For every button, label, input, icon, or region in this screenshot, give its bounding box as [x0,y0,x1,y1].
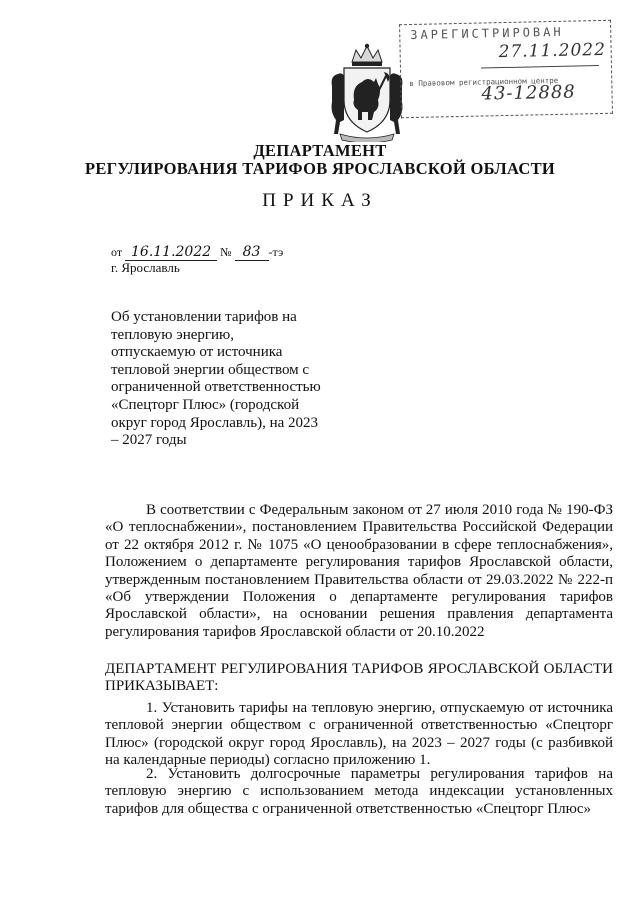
body-item-2: 2. Установить долгосрочные параметры регулирования тарифов на тепловую энергию с использованием метода индексации установленных тарифов для общества с ограниченной ответственностью «Спецторг Плюс» [105,766,613,817]
stamp-reg-date: 27.11.2022 [498,39,607,63]
order-city: г. Ярославль [111,260,180,275]
department-title-line2: РЕГУЛИРОВАНИЯ ТАРИФОВ ЯРОСЛАВСКОЙ ОБЛАСТИ [84,159,556,178]
order-from-label: от [111,245,123,259]
coat-of-arms-icon [330,42,404,142]
body-preamble: В соответствии с Федеральным законом от 27 июля 2010 года № 190-ФЗ «О теплоснабжении», постановлением Правительства Российской Федерации от 22 октября 2012 г. № 1075 «О ценообразовании в сфере теплоснабжения», Положением о департаменте регулирования тарифов Ярославской области, утвержденным постановлением Правительства области от 29.03.2022 № 222-п «Об утверждении Положения о департаменте регулирования тарифов Ярославской области», на основании решения правления департамента регулирования тарифов Ярославской области от 20.10.2022 [105,502,613,640]
order-line [111,244,283,261]
document-title: ПРИКАЗ [262,190,378,211]
order-date: 16.11.2022 [125,244,217,261]
body-decree [105,661,613,696]
registration-stamp [399,20,613,118]
stamp-reg-number: 43-12888 [481,81,576,105]
order-number: 83 [235,244,269,261]
stamp-reg-label: ЗАРЕГИСТРИРОВАН [410,24,564,42]
decree-text: ДЕПАРТАМЕНТ РЕГУЛИРОВАНИЯ ТАРИФОВ ЯРОСЛАВСКОЙ ОБЛАСТИ ПРИКАЗЫВАЕТ: [105,661,613,695]
stamp-center-label: в Правовом регистрационном центре [409,75,559,89]
order-suffix: -тэ [268,245,284,259]
stamp-divider [481,65,599,68]
order-number-label: № [220,245,232,259]
body-item-1: 1. Установить тарифы на тепловую энергию, отпускаемую от источника тепловой энергии обществом с ограниченной ответственностью «Спецторг Плюс» (городской округ город Ярославль), на 2023 – 2027 годы (с разбивкой на календарные периоды) согласно приложению 1. [105,700,613,769]
department-title-line1: ДЕПАРТАМЕНТ [253,141,387,160]
order-subject: Об установлении тарифов на тепловую энергию, отпускаемую от источника тепловой энергии обществом с ограниченной ответственностью «Спецторг Плюс» (городской округ город Ярославль), на 2023 – 2027 годы [111,309,321,449]
